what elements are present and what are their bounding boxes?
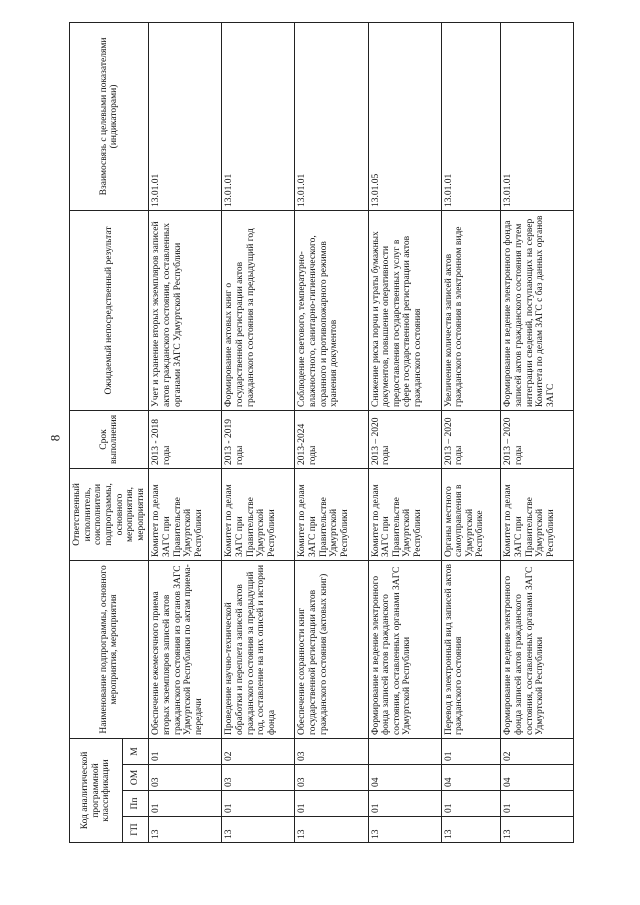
cell-om: 03 — [295, 765, 368, 791]
header-m: М — [122, 738, 148, 764]
cell-name: Обеспечение ежемесячного приема вторых экземпляров записей актов гражданского состояния из органов ЗАГС Удмуртской Республики по актам приема-передачи — [149, 560, 222, 738]
program-table-sheet — [69, 23, 561, 843]
cell-pp: 01 — [501, 791, 574, 817]
cell-m: 02 — [222, 738, 295, 764]
cell-name: Формирование и ведение электронного фонда записей актов гражданского состояния, составленных органами ЗАГС Удмуртской Республики — [501, 560, 574, 738]
cell-name: Обеспечение сохранности книг государственной регистрации актов гражданского состояния (актовых книг) — [295, 560, 368, 738]
cell-term: 2013 – 2020 годы — [368, 410, 441, 468]
table-row — [295, 22, 368, 842]
cell-term: 2013 - 2019 годы — [222, 410, 295, 468]
cell-indicators: 13.01.01 — [441, 22, 501, 210]
cell-indicators: 13.01.01 — [149, 22, 222, 210]
cell-pp: 01 — [295, 791, 368, 817]
table-row — [501, 22, 574, 842]
cell-om: 04 — [441, 765, 501, 791]
cell-om: 04 — [501, 765, 574, 791]
cell-result: Учет и хранение вторых экземпляров записей актов гражданского состояния, составленных органами ЗАГС Удмуртской Республики — [149, 210, 222, 410]
cell-term: 2013 - 2018 годы — [149, 410, 222, 468]
cell-m: 01 — [441, 738, 501, 764]
page-number: 8 — [47, 434, 63, 442]
cell-term: 2013 – 2020 годы — [441, 410, 501, 468]
cell-gp: 13 — [222, 817, 295, 843]
cell-responsible: Комитет по делам ЗАГС при Правительстве Удмуртской Республики — [149, 468, 222, 560]
header-term: Срок выполнения — [70, 410, 149, 468]
program-activities-table — [69, 22, 574, 843]
cell-indicators: 13.01.01 — [222, 22, 295, 210]
table-row — [368, 22, 441, 842]
header-name: Наименование подпрограммы, основного мероприятия, мероприятия — [70, 560, 149, 738]
header-pp: Пп — [122, 791, 148, 817]
cell-name: Перевод в электронный вид записей актов гражданского состояния — [441, 560, 501, 738]
cell-responsible: Комитет по делам ЗАГС при Правительстве Удмуртской Республики — [222, 468, 295, 560]
header-responsible: Ответственный исполнитель, соисполнители подпрограммы, основного мероприятия, мероприятия — [70, 468, 149, 560]
cell-result: Формирование актовых книг о государственной регистрации актов гражданского состояния за предыдущий год — [222, 210, 295, 410]
cell-pp: 01 — [222, 791, 295, 817]
cell-m — [368, 738, 441, 764]
cell-responsible: Органы местного самоуправления в Удмуртской Республике — [441, 468, 501, 560]
cell-name: Формирование и ведение электронного фонда записей актов гражданского состояния, составленных органами ЗАГС Удмуртской Республики — [368, 560, 441, 738]
cell-result: Увеличение количества записей актов гражданского состояния в электронном виде — [441, 210, 501, 410]
cell-pp: 01 — [368, 791, 441, 817]
cell-m: 02 — [501, 738, 574, 764]
cell-indicators: 13.01.05 — [368, 22, 441, 210]
cell-gp: 13 — [501, 817, 574, 843]
cell-name: Проведение научно-технической обработки и переплета записей актов гражданского состояния за предыдущий год, составление на них описей и истории фонда — [222, 560, 295, 738]
header-indicators: Взаимосвязь с целевыми показателями (индикаторами) — [70, 22, 149, 210]
cell-m: 03 — [295, 738, 368, 764]
cell-m: 01 — [149, 738, 222, 764]
cell-gp: 13 — [295, 817, 368, 843]
cell-pp: 01 — [149, 791, 222, 817]
cell-om: 04 — [368, 765, 441, 791]
cell-indicators: 13.01.01 — [295, 22, 368, 210]
header-code-group: Код аналитической программной классификации — [70, 738, 123, 842]
cell-pp: 01 — [441, 791, 501, 817]
cell-responsible: Комитет по делам ЗАГС при Правительстве Удмуртской Республики — [501, 468, 574, 560]
cell-om: 03 — [222, 765, 295, 791]
cell-result: Соблюдение светового, температурно-влажностного, санитарно-гигиенического, охранного и противопожарного режимов хранения документов — [295, 210, 368, 410]
cell-responsible: Комитет по делам ЗАГС при Правительстве Удмуртской Республики — [368, 468, 441, 560]
cell-gp: 13 — [368, 817, 441, 843]
cell-om: 03 — [149, 765, 222, 791]
header-gp: ГП — [122, 817, 148, 843]
cell-term: 2013 – 2020 годы — [501, 410, 574, 468]
cell-gp: 13 — [441, 817, 501, 843]
cell-result: Снижение риска порчи и утраты бумажных документов, повышение оперативности предоставления государственных услуг в сфере государственной регистрации актов гражданского состояния — [368, 210, 441, 410]
header-om: ОМ — [122, 765, 148, 791]
header-result: Ожидаемый непосредственный результат — [70, 210, 149, 410]
cell-term: 2013-2024 годы — [295, 410, 368, 468]
cell-gp: 13 — [149, 817, 222, 843]
cell-responsible: Комитет по делам ЗАГС при Правительстве Удмуртской Республики — [295, 468, 368, 560]
cell-indicators: 13.01.01 — [501, 22, 574, 210]
table-row — [222, 22, 295, 842]
table-row — [441, 22, 501, 842]
cell-result: Формирование и ведение электронного фонда записей актов гражданского состояния путем интеграции сведений, поступающих на сервер Комитета по делам ЗАГС с баз данных органов ЗАГС — [501, 210, 574, 410]
table-row — [149, 22, 222, 842]
